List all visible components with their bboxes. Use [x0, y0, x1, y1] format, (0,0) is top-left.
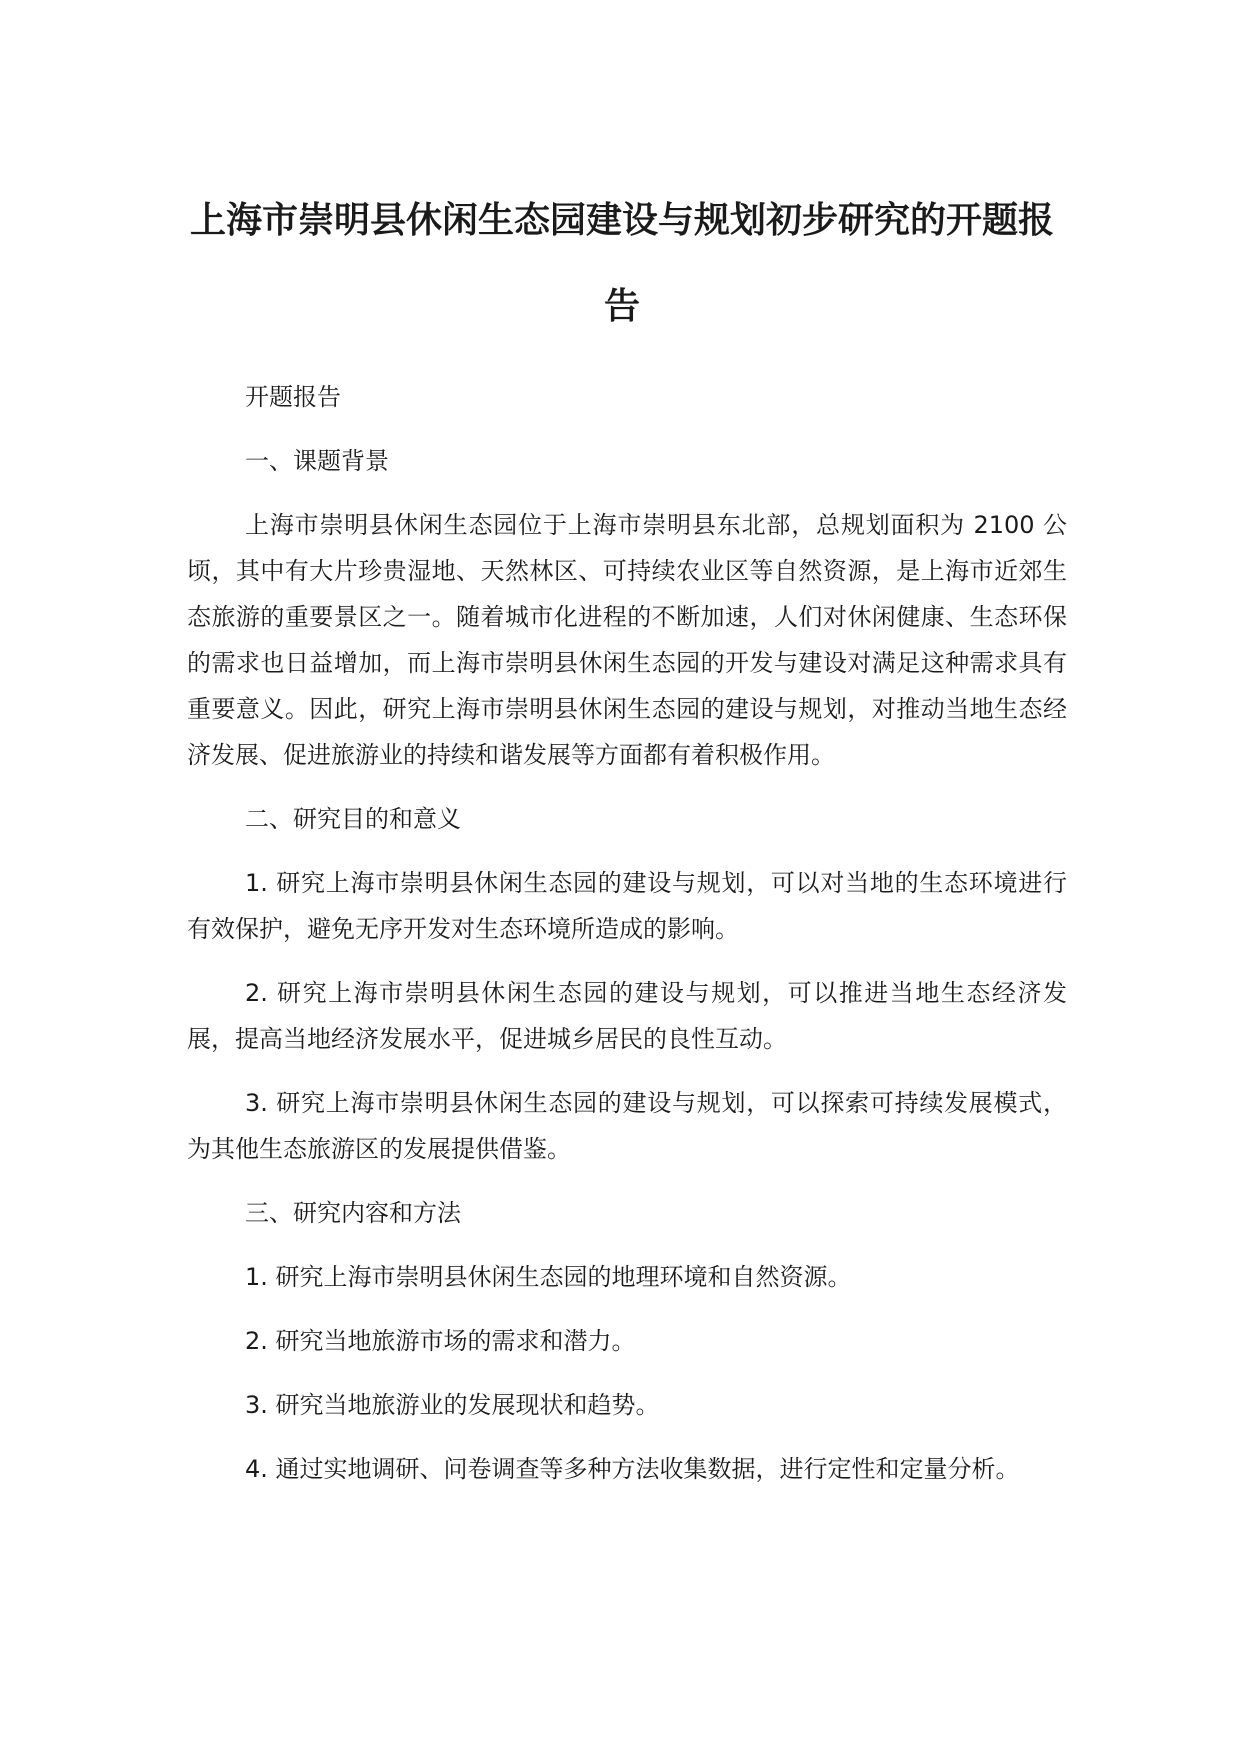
paragraph-heading-report: 开题报告 — [245, 383, 341, 411]
document-title: 上海市崇明县休闲生态园建设与规划初步研究的开题报告 — [189, 200, 1054, 327]
content-item-2: 2. 研究当地旅游市场的需求和潜力。 — [245, 1327, 636, 1355]
purpose-item-1: 1. 研究上海市崇明县休闲生态园的建设与规划，可以对当地的生态环境进行有效保护，避免无序开发对生态环境所造成的影响。 — [187, 869, 1067, 943]
content-item-3: 3. 研究当地旅游业的发展现状和趋势。 — [245, 1391, 660, 1419]
document-body — [187, 374, 1067, 1510]
section-heading-background: 一、课题背景 — [245, 447, 389, 475]
section-heading-purpose: 二、研究目的和意义 — [245, 805, 461, 833]
content-item-1: 1. 研究上海市崇明县休闲生态园的地理环境和自然资源。 — [245, 1263, 852, 1291]
purpose-item-3: 3. 研究上海市崇明县休闲生态园的建设与规划，可以探索可持续发展模式，为其他生态旅游区的发展提供借鉴。 — [187, 1089, 1067, 1163]
paragraph-background: 上海市崇明县休闲生态园位于上海市崇明县东北部，总规划面积为 2100 公顷，其中有大片珍贵湿地、天然林区、可持续农业区等自然资源，是上海市近郊生态旅游的重要景区之一。随着城市化进程的不断加速，人们对休闲健康、生态环保的需求也日益增加，而上海市崇明县休闲生态园的开发与建设对满足这种需求具有重要意义。因此，研究上海市崇明县休闲生态园的建设与规划，对推动当地生态经济发展、促进旅游业的持续和谐发展等方面都有着积极作用。 — [187, 511, 1067, 769]
purpose-item-2: 2. 研究上海市崇明县休闲生态园的建设与规划，可以推进当地生态经济发展，提高当地经济发展水平，促进城乡居民的良性互动。 — [187, 979, 1067, 1053]
section-heading-content-method: 三、研究内容和方法 — [245, 1199, 461, 1227]
content-item-4: 4. 通过实地调研、问卷调查等多种方法收集数据，进行定性和定量分析。 — [245, 1455, 1020, 1483]
